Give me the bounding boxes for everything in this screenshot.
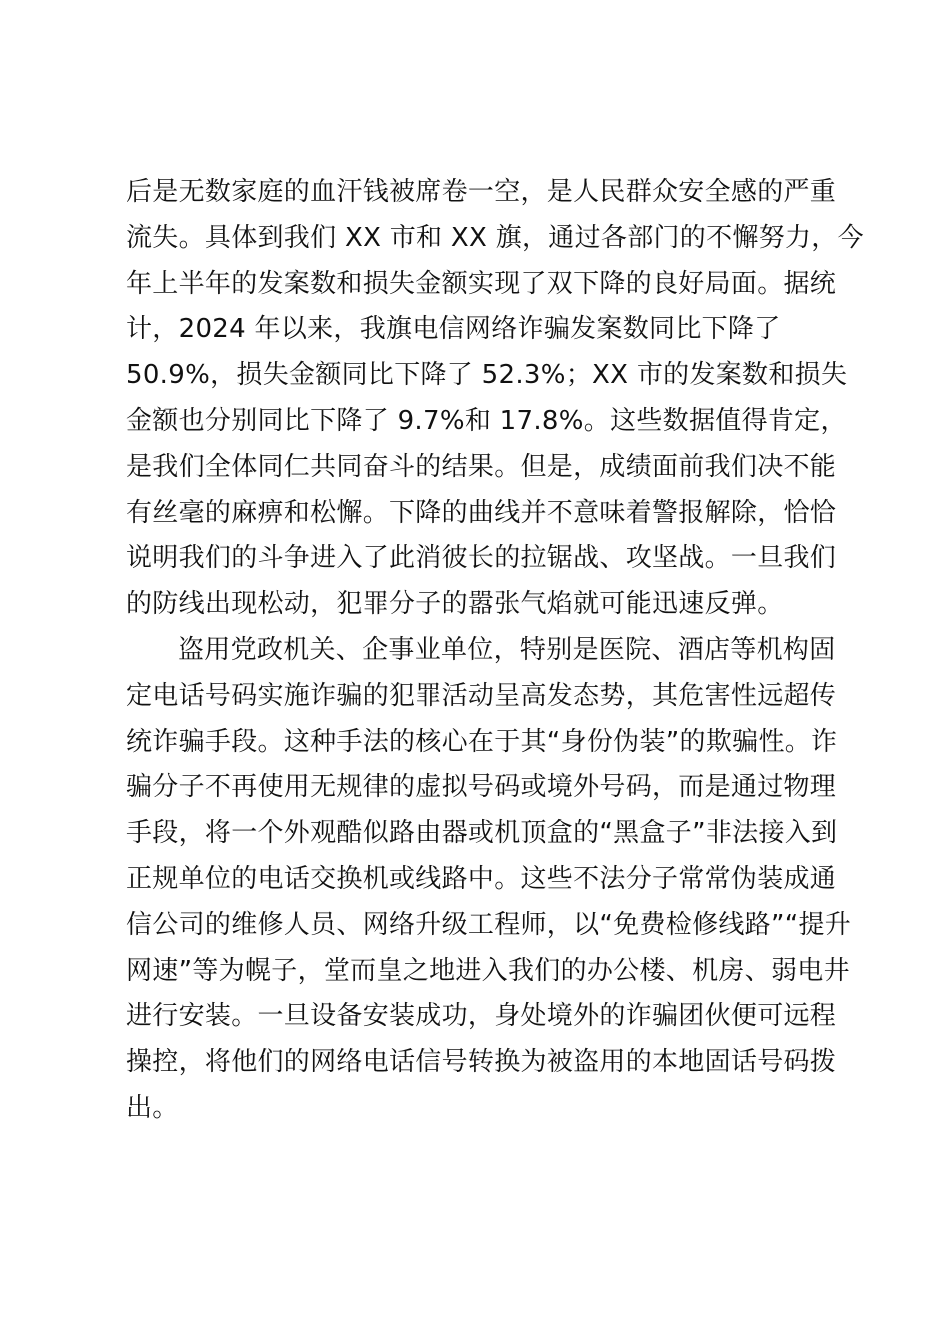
text-line: 后是无数家庭的血汗钱被席卷一空，是人民群众安全感的严重 bbox=[126, 177, 837, 207]
text-line: 说明我们的斗争进入了此消彼长的拉锯战、攻坚战。一旦我们 bbox=[126, 543, 837, 574]
text-line: 金额也分别同比下降了 9.7%和 17.8%。这些数据值得肯定， bbox=[126, 405, 847, 436]
text-line: 出。 bbox=[126, 1092, 179, 1123]
text-line: 定电话号码实施诈骗的犯罪活动呈高发态势，其危害性远超传 bbox=[126, 680, 837, 711]
text-line: 有丝毫的麻痹和松懈。下降的曲线并不意味着警报解除，恰恰 bbox=[126, 497, 837, 528]
text-line: 骗分子不再使用无规律的虚拟号码或境外号码，而是通过物理 bbox=[126, 772, 837, 803]
text-line: 正规单位的电话交换机或线路中。这些不法分子常常伪装成通 bbox=[126, 863, 837, 894]
text-line: 年上半年的发案数和损失金额实现了双下降的良好局面。据统 bbox=[126, 268, 837, 299]
text-line: 操控，将他们的网络电话信号转换为被盗用的本地固话号码拨 bbox=[126, 1047, 837, 1078]
document-body bbox=[126, 170, 864, 1132]
text-line: 进行安装。一旦设备安装成功，身处境外的诈骗团伙便可远程 bbox=[126, 1001, 837, 1032]
paragraph-2 bbox=[126, 628, 852, 1132]
text-line: 的防线出现松动，犯罪分子的嚣张气焰就可能迅速反弹。 bbox=[126, 589, 784, 620]
text-line: 计，2024 年以来，我旗电信网络诈骗发案数同比下降了 bbox=[126, 314, 781, 345]
text-line: 统诈骗手段。这种手法的核心在于其“身份伪装”的欺骗性。诈 bbox=[126, 726, 838, 757]
text-line: 手段，将一个外观酷似路由器或机顶盒的“黑盒子”非法接入到 bbox=[126, 818, 838, 849]
text-line: 是我们全体同仁共同奋斗的结果。但是，成绩面前我们决不能 bbox=[126, 451, 837, 482]
text-line: 50.9%，损失金额同比下降了 52.3%；XX 市的发案数和损失 bbox=[126, 360, 848, 391]
text-line: 盗用党政机关、企事业单位，特别是医院、酒店等机构固 bbox=[178, 634, 836, 665]
text-line: 网速”等为幌子，堂而皇之地进入我们的办公楼、机房、弱电井 bbox=[126, 955, 850, 986]
text-line: 信公司的维修人员、网络升级工程师，以“免费检修线路”“提升 bbox=[126, 909, 852, 940]
text-line: 流失。具体到我们 XX 市和 XX 旗，通过各部门的不懈努力，今 bbox=[126, 222, 864, 253]
paragraph-1 bbox=[126, 170, 864, 628]
